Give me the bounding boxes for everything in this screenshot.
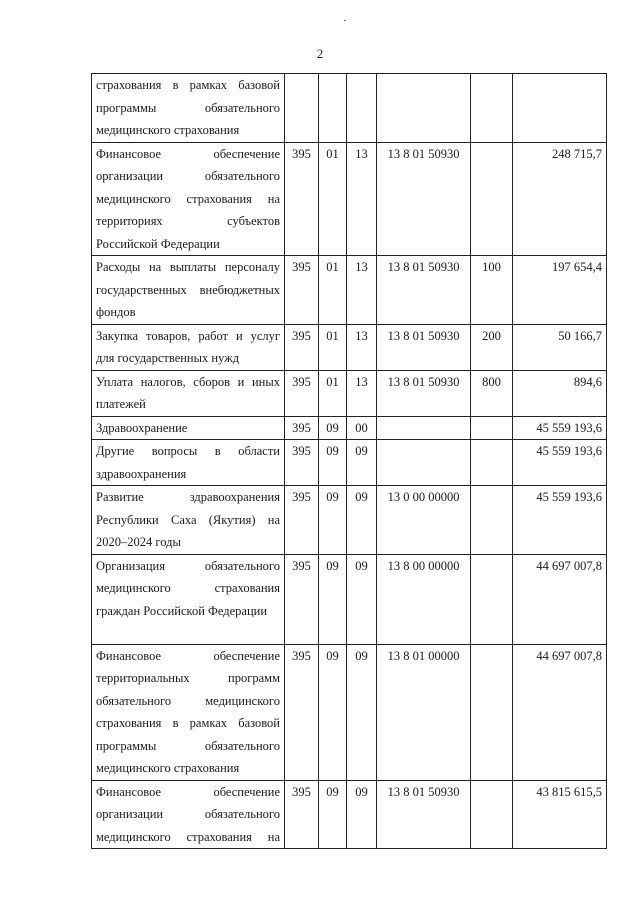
section-code: 09 <box>319 554 347 644</box>
section-code: 01 <box>319 370 347 416</box>
row-name: Здравоохранение <box>92 416 285 440</box>
target-code: 13 8 01 50930 <box>377 256 471 325</box>
amount <box>513 74 607 143</box>
section-code: 09 <box>319 780 347 849</box>
subsection-code: 09 <box>347 440 377 486</box>
expense-type-code <box>471 780 513 849</box>
row-name: Расходы на выплаты персоналу государственных внебюджетных фондов <box>92 256 285 325</box>
section-code: 01 <box>319 324 347 370</box>
row-name: Организация обязательного медицинского страхования граждан Российской Федерации <box>92 554 285 644</box>
table-row <box>92 370 607 416</box>
table-row <box>92 644 607 780</box>
amount: 50 166,7 <box>513 324 607 370</box>
ministry-code: 395 <box>285 440 319 486</box>
expense-type-code <box>471 554 513 644</box>
table-row <box>92 74 607 143</box>
expense-type-code <box>471 440 513 486</box>
amount: 248 715,7 <box>513 142 607 256</box>
section-code: 09 <box>319 644 347 780</box>
subsection-code: 09 <box>347 486 377 555</box>
ministry-code: 395 <box>285 142 319 256</box>
table-row <box>92 416 607 440</box>
row-name: Финансовое обеспечение организации обязательного медицинского страхования на <box>92 780 285 849</box>
amount: 197 654,4 <box>513 256 607 325</box>
page-number: 2 <box>316 46 324 61</box>
row-name: Уплата налогов, сборов и иных платежей <box>92 370 285 416</box>
expense-type-code <box>471 74 513 143</box>
row-name: Развитие здравоохранения Республики Саха (Якутия) на 2020–2024 годы <box>92 486 285 555</box>
table-row <box>92 440 607 486</box>
subsection-code: 09 <box>347 780 377 849</box>
ministry-code: 395 <box>285 486 319 555</box>
budget-table <box>91 73 607 849</box>
subsection-code: 13 <box>347 142 377 256</box>
amount: 45 559 193,6 <box>513 440 607 486</box>
expense-type-code <box>471 142 513 256</box>
target-code <box>377 74 471 143</box>
table-row <box>92 486 607 555</box>
ministry-code: 395 <box>285 324 319 370</box>
ministry-code: 395 <box>285 256 319 325</box>
amount: 43 815 615,5 <box>513 780 607 849</box>
table-row <box>92 256 607 325</box>
scan-speck <box>344 20 346 21</box>
table-row <box>92 780 607 849</box>
target-code: 13 8 01 50930 <box>377 370 471 416</box>
ministry-code: 395 <box>285 554 319 644</box>
expense-type-code: 800 <box>471 370 513 416</box>
amount: 44 697 007,8 <box>513 554 607 644</box>
ministry-code: 395 <box>285 370 319 416</box>
amount: 45 559 193,6 <box>513 486 607 555</box>
subsection-code: 09 <box>347 554 377 644</box>
expense-type-code <box>471 416 513 440</box>
section-code: 01 <box>319 142 347 256</box>
row-name: Другие вопросы в области здравоохранения <box>92 440 285 486</box>
target-code: 13 8 01 50930 <box>377 324 471 370</box>
subsection-code: 13 <box>347 370 377 416</box>
ministry-code <box>285 74 319 143</box>
subsection-code: 13 <box>347 256 377 325</box>
amount: 894,6 <box>513 370 607 416</box>
section-code: 01 <box>319 256 347 325</box>
table-row <box>92 142 607 256</box>
subsection-code: 00 <box>347 416 377 440</box>
row-name: страхования в рамках базовой программы обязательного медицинского страхования <box>92 74 285 143</box>
ministry-code: 395 <box>285 416 319 440</box>
target-code: 13 8 01 50930 <box>377 142 471 256</box>
subsection-code: 13 <box>347 324 377 370</box>
target-code: 13 8 01 00000 <box>377 644 471 780</box>
section-code: 09 <box>319 440 347 486</box>
row-name: Закупка товаров, работ и услуг для государственных нужд <box>92 324 285 370</box>
target-code: 13 0 00 00000 <box>377 486 471 555</box>
section-code <box>319 74 347 143</box>
section-code: 09 <box>319 486 347 555</box>
expense-type-code <box>471 486 513 555</box>
amount: 44 697 007,8 <box>513 644 607 780</box>
target-code: 13 8 00 00000 <box>377 554 471 644</box>
expense-type-code: 100 <box>471 256 513 325</box>
row-name: Финансовое обеспечение организации обязательного медицинского страхования на территориях субъектов Российской Федерации <box>92 142 285 256</box>
section-code: 09 <box>319 416 347 440</box>
target-code <box>377 416 471 440</box>
subsection-code: 09 <box>347 644 377 780</box>
target-code: 13 8 01 50930 <box>377 780 471 849</box>
table-row <box>92 324 607 370</box>
ministry-code: 395 <box>285 780 319 849</box>
amount: 45 559 193,6 <box>513 416 607 440</box>
table-row <box>92 554 607 644</box>
expense-type-code <box>471 644 513 780</box>
ministry-code: 395 <box>285 644 319 780</box>
target-code <box>377 440 471 486</box>
subsection-code <box>347 74 377 143</box>
row-name: Финансовое обеспечение территориальных программ обязательного медицинского страхования в рамках базовой программы обязательного медицинского страхования <box>92 644 285 780</box>
expense-type-code: 200 <box>471 324 513 370</box>
